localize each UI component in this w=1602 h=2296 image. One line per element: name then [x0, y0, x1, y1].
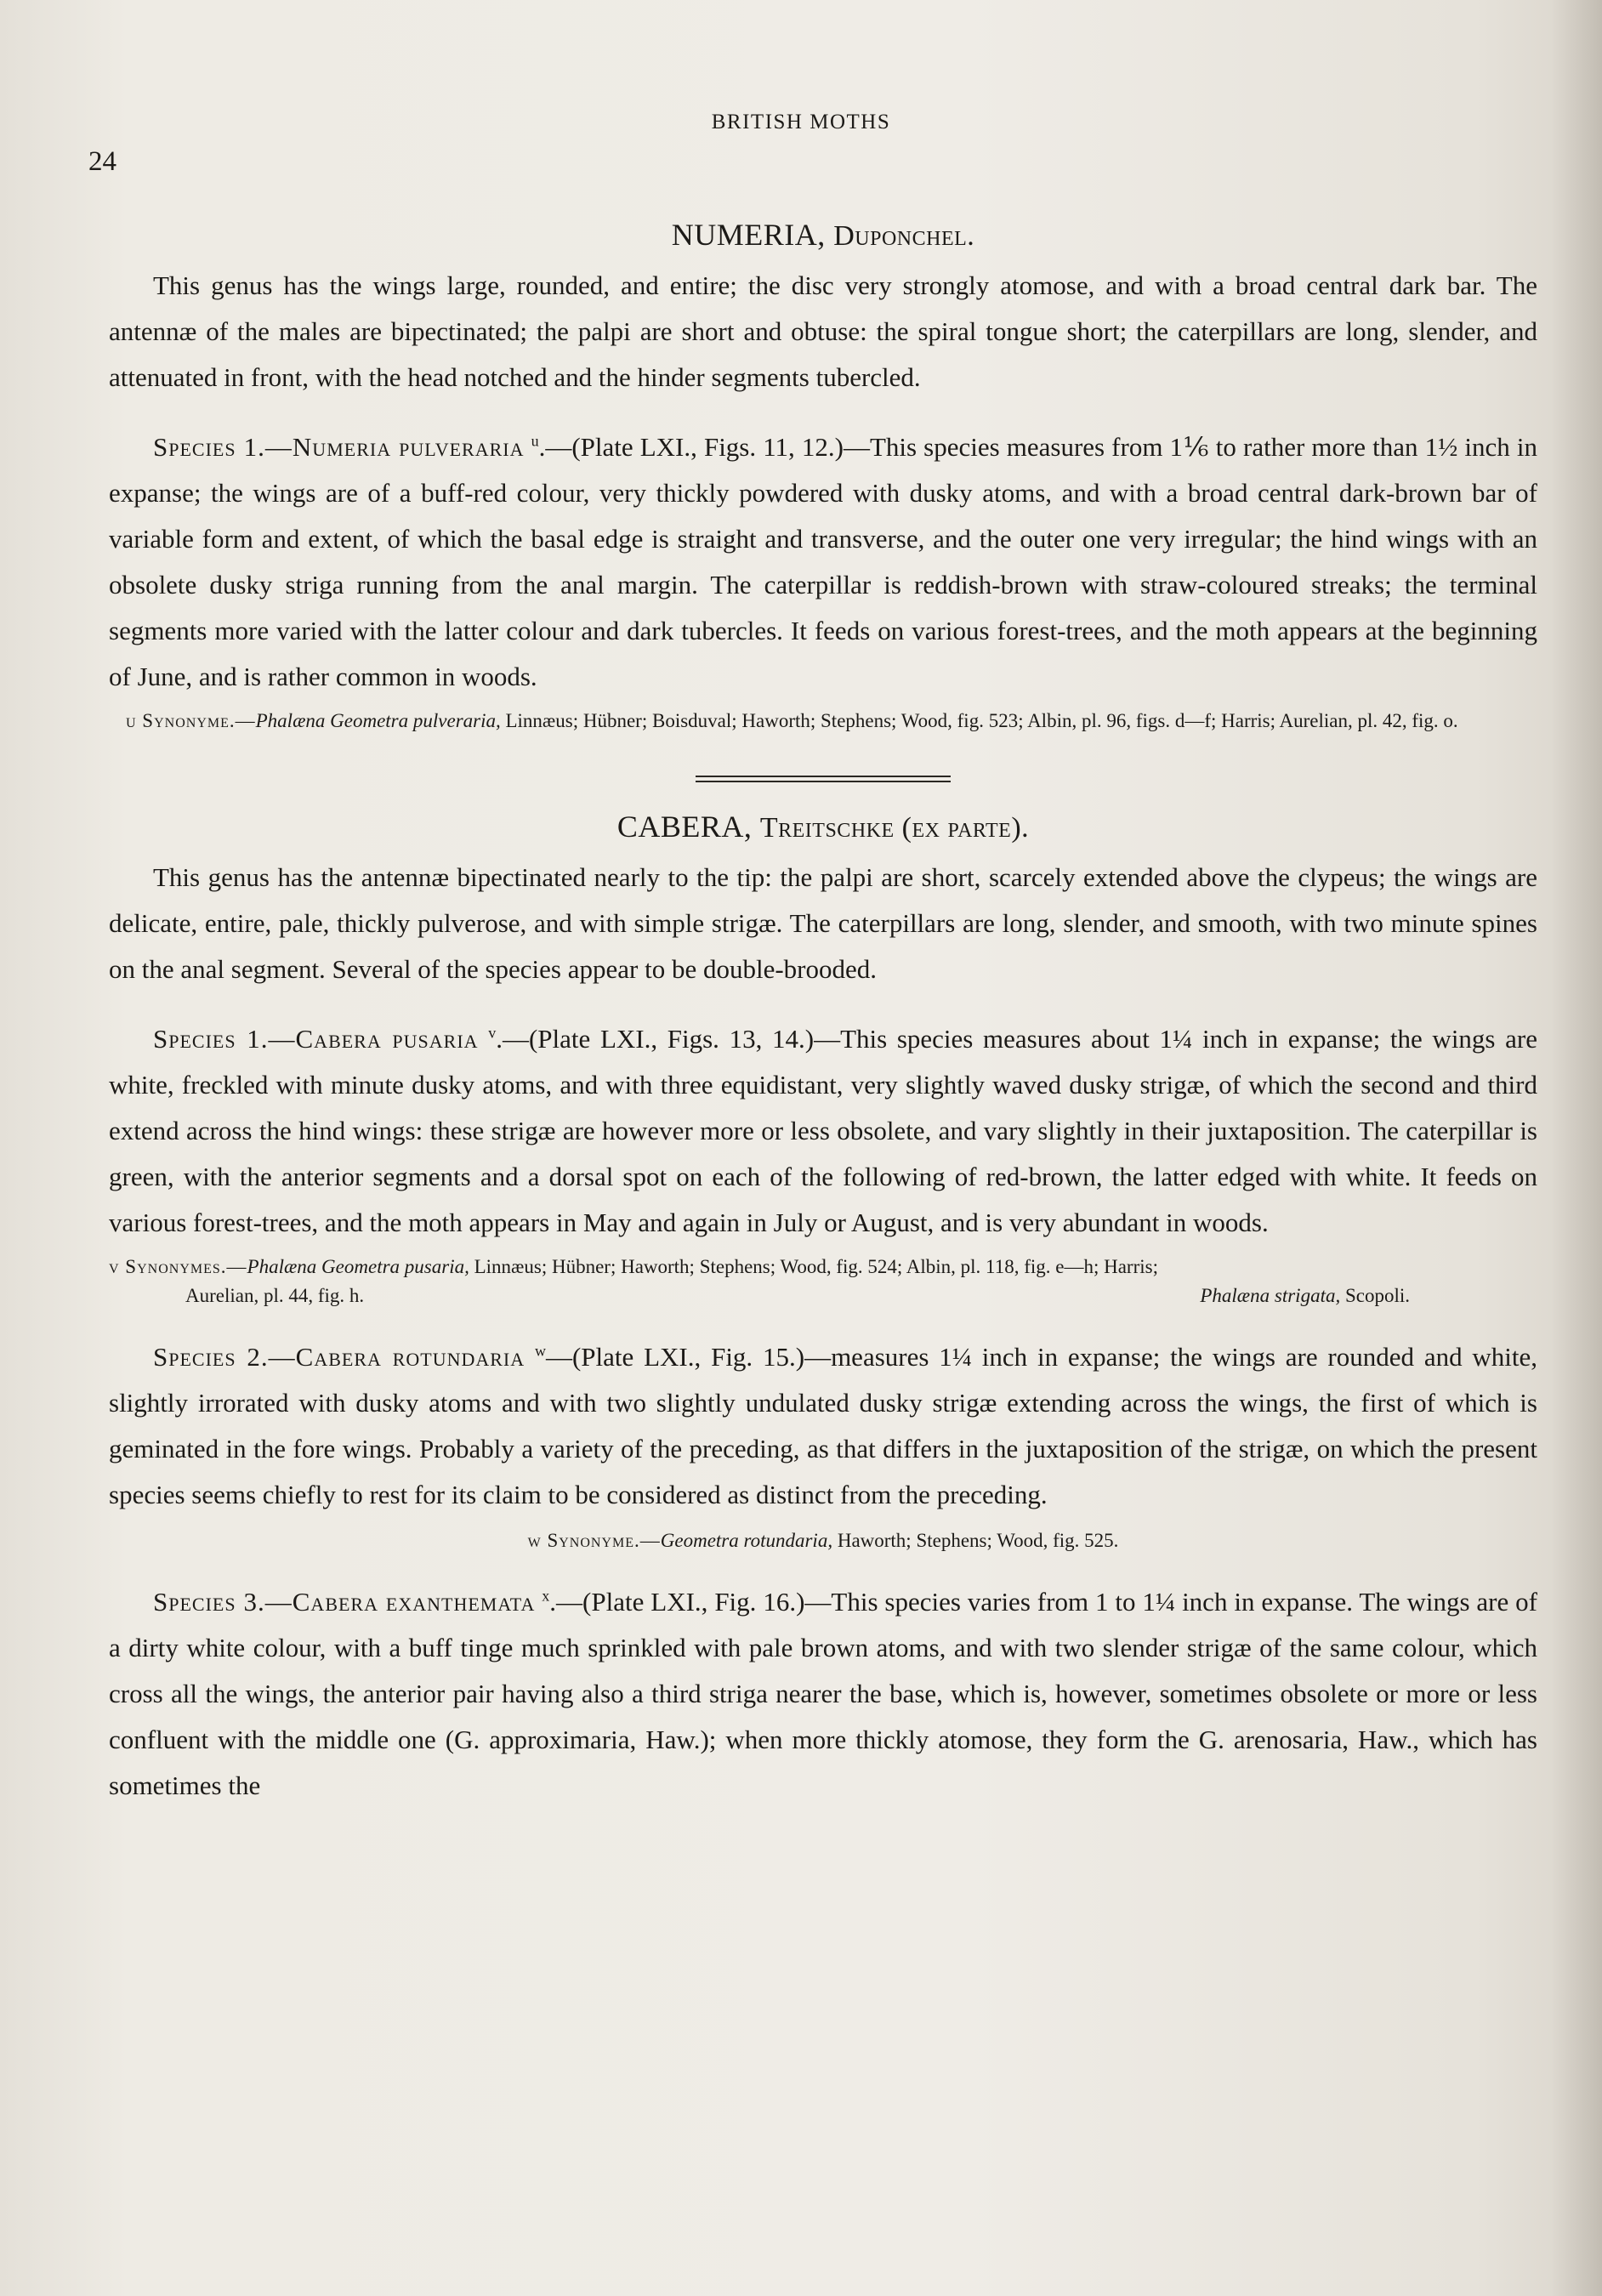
footnote-marker: w — [534, 1342, 546, 1360]
synonym-label: v Synonymes.— — [109, 1256, 247, 1277]
species-entry — [109, 424, 1537, 700]
genus-heading-numeria — [109, 217, 1537, 253]
synonym-label: w Synonyme.— — [527, 1530, 661, 1551]
synonym-text: Linnæus; Hübner; Haworth; Stephens; Wood, fig. 524; Albin, pl. 118, fig. e—h; Harris; — [469, 1256, 1158, 1277]
species-label: Species 3.—Cabera exanthemata — [153, 1587, 536, 1617]
synonym-alt — [1200, 1282, 1410, 1310]
synonym-italic: Phalæna Geometra pusaria, — [247, 1256, 469, 1277]
synonym-note — [109, 1526, 1537, 1555]
species-label: Species 1.—Numeria pulveraria — [153, 432, 525, 462]
genus-description: This genus has the antennæ bipectinated nearly to the tip: the palpi are short, scarcely extended above the clypeus; the wings are delicate, entire, pale, thickly pulverose, and with simple strigæ. The caterpillars are long, slender, and smooth, with two minute spines on the anal segment. Several of the species appear to be double-brooded. — [109, 862, 1537, 984]
page-body — [109, 217, 1537, 1809]
section-divider — [109, 771, 1537, 787]
species-label: Species 1.—Cabera pusaria — [153, 1024, 479, 1054]
genus-name: NUMERIA, — [671, 218, 826, 252]
synonym-note-continued — [109, 1282, 1537, 1310]
species-text: .—(Plate LXI., Fig. 16.)—This species varies from 1 to 1¼ inch in expanse. The wings are of a dirty white colour, with a buff tinge much sprinkled with pale brown atoms, and with two slender strigæ of the same colour, which cross all the wings, the anterior pair having also a third striga nearer the base, which is, however, sometimes obsolete or more or less confluent with the middle one (G. approximaria, Haw.); when more thickly atomose, they form the G. arenosaria, Haw., which has sometimes the — [109, 1587, 1537, 1800]
genus-author: Duponchel. — [833, 220, 975, 252]
genus-author: Treitschke (ex parte). — [759, 812, 1030, 844]
footnote-marker: x — [542, 1587, 550, 1605]
synonym-label: u Synonyme.— — [126, 710, 256, 731]
footnote-marker: v — [488, 1024, 497, 1042]
synonym-italic: Phalæna strigata, — [1200, 1285, 1341, 1306]
genus-name: CABERA, — [616, 810, 753, 844]
page-edge-shadow — [1551, 0, 1602, 2296]
synonym-note — [109, 707, 1537, 736]
footnote-marker: u — [531, 432, 539, 450]
synonym-italic: Phalæna Geometra pulveraria, — [255, 710, 501, 731]
synonym-ref: Aurelian, pl. 44, fig. h. — [185, 1285, 365, 1306]
species-entry — [109, 1016, 1537, 1246]
synonym-italic: Geometra rotundaria, — [660, 1530, 833, 1551]
genus-description: This genus has the wings large, rounded, and entire; the disc very strongly atomose, and with a broad central dark bar. The antennæ of the males are bipectinated; the palpi are short and obtuse: the spiral tongue short; the caterpillars are long, slender, and attenuated in front, with the head notched and the hinder segments tubercled. — [109, 270, 1537, 392]
genus-heading-cabera — [109, 809, 1537, 844]
running-head: BRITISH MOTHS — [711, 111, 891, 134]
synonym-text: Haworth; Stephens; Wood, fig. 525. — [832, 1530, 1119, 1551]
species-label: Species 2.—Cabera rotundaria — [153, 1342, 525, 1372]
species-text: .—(Plate LXI., Figs. 13, 14.)—This species measures about 1¼ inch in expanse; the wings are white, freckled with minute dusky atoms, and with three equidistant, very slightly waved dusky strigæ, of which the second and third extend across the hind wings: these strigæ are however more or less obsolete, and vary slightly in their juxtaposition. The caterpillar is green, with the anterior segments and a dorsal spot on each of the following of red-brown, the latter edged with white. It feeds on various forest-trees, and the moth appears in May and again in July or August, and is very abundant in woods. — [109, 1024, 1538, 1237]
synonym-text: Scopoli. — [1340, 1285, 1410, 1306]
species-entry — [109, 1579, 1537, 1809]
species-entry — [109, 1334, 1537, 1518]
species-text: .—(Plate LXI., Figs. 11, 12.)—This species measures from 1⅙ to rather more than 1½ inch in expanse; the wings are of a buff-red colour, very thickly powdered with dusky atoms, and with a broad central dark-brown bar of variable form and extent, of which the basal edge is straight and transverse, and the outer one very irregular; the hind wings with an obsolete dusky striga running from the anal margin. The caterpillar is reddish-brown with straw-coloured streaks; the terminal segments more varied with the latter colour and dark tubercles. It feeds on various forest-trees, and the moth appears at the beginning of June, and is rather common in woods. — [109, 432, 1537, 691]
species-text: —(Plate LXI., Fig. 15.)—measures 1¼ inch in expanse; the wings are rounded and white, slightly irrorated with dusky atoms and with two slightly undulated dusky strigæ extending across the wings, the first of which is geminated in the fore wings. Probably a variety of the preceding, as that differs in the juxtaposition of the strigæ, on which the present species seems chiefly to rest for its claim to be considered as distinct from the preceding. — [109, 1342, 1538, 1509]
synonym-note — [109, 1253, 1537, 1282]
synonym-text: Linnæus; Hübner; Boisduval; Haworth; Stephens; Wood, fig. 523; Albin, pl. 96, figs. d—f; Harris; Aurelian, pl. 42, fig. o. — [500, 710, 1458, 731]
page-number: 24 — [88, 146, 116, 177]
